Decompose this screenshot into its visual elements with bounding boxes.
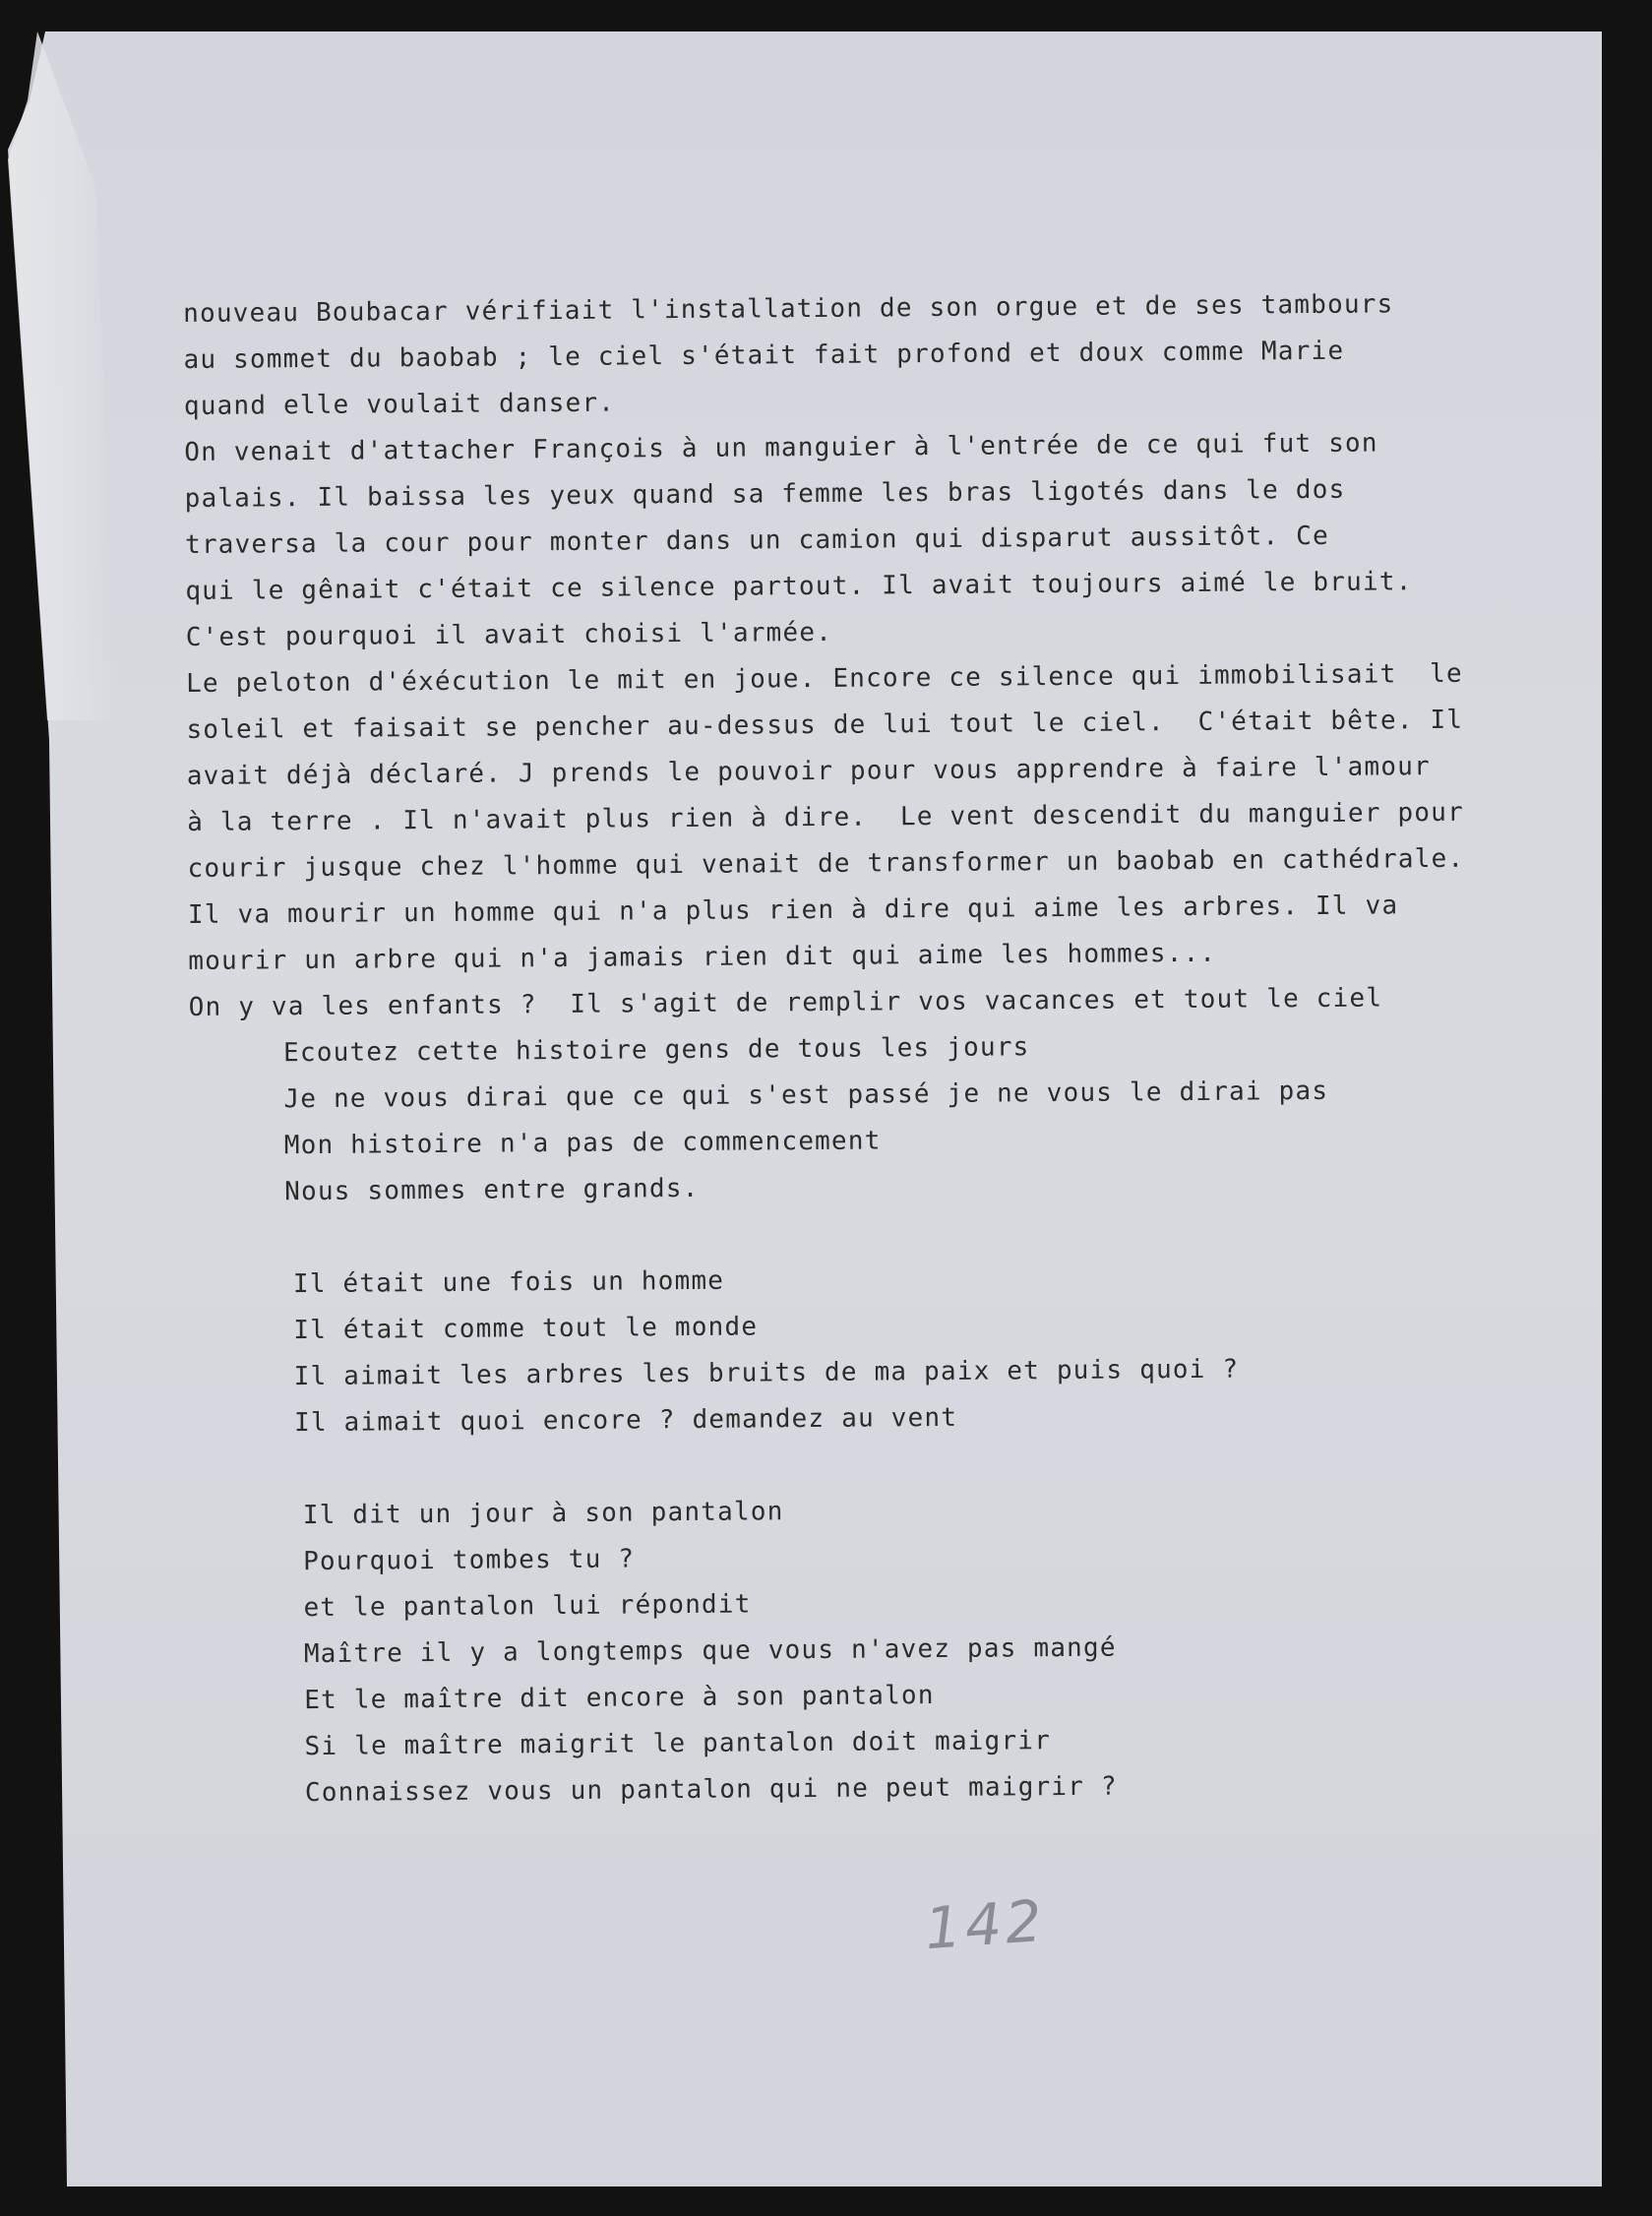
prose-line: avait déjà déclaré. J prends le pouvoir pour vous apprendre à faire l'amour xyxy=(186,752,1431,791)
prose-line: au sommet du baobab ; le ciel s'était fait profond et doux comme Marie xyxy=(183,336,1345,375)
prose-line: mourir un arbre qui n'a jamais rien dit qui aime les hommes... xyxy=(188,938,1217,976)
verse-line: Ecoutez cette histoire gens de tous les jours xyxy=(282,1032,1030,1069)
verse-line: Je ne vous dirai que ce qui s'est passé je ne vous le dirai pas xyxy=(283,1076,1329,1115)
verse-line: Pourquoi tombes tu ? xyxy=(303,1544,636,1577)
prose-line: courir jusque chez l'homme qui venait de transformer un baobab en cathédrale. xyxy=(187,843,1465,884)
stanza-2 xyxy=(293,1252,1560,1447)
prose-line: à la terre . Il n'avait plus rien à dire. Le vent descendit du manguier pour xyxy=(187,797,1465,837)
verse-line: Connaissez vous un pantalon qui ne peut maigrir ? xyxy=(304,1771,1118,1809)
prose-line: On y va les enfants ? Il s'agit de remplir vos vacances et tout le ciel xyxy=(188,983,1383,1022)
prose-line: qui le gênait c'était ce silence partout. Il avait toujours aimé le bruit. xyxy=(185,567,1413,606)
stanza-3 xyxy=(303,1483,1563,1816)
verse-line: Il dit un jour à son pantalon xyxy=(302,1497,784,1531)
verse-line: Il était comme tout le monde xyxy=(293,1312,759,1346)
verse-line: Maître il y a longtemps que vous n'avez pas mangé xyxy=(303,1632,1117,1670)
prose-line: soleil et faisait se pencher au-dessus de lui tout le ciel. C'était bête. Il xyxy=(186,705,1464,745)
prose-line: nouveau Boubacar vérifiait l'installation de son orgue et de ses tambours xyxy=(183,289,1394,329)
verse-line: Il aimait quoi encore ? demandez au vent xyxy=(293,1402,958,1439)
page-number: 142 xyxy=(922,1886,1048,1963)
verse-line: Il aimait les arbres les bruits de ma paix et puis quoi ? xyxy=(293,1354,1240,1392)
prose-line: quand elle voulait danser. xyxy=(183,388,616,421)
prose-line: Le peloton d'éxécution le mit en joue. Encore ce silence qui immobilisait le xyxy=(186,658,1463,699)
prose-line: Il va mourir un homme qui n'a plus rien à dire qui aime les arbres. Il va xyxy=(187,891,1399,930)
verse-line: et le pantalon lui répondit xyxy=(303,1589,752,1624)
prose-line: traversa la cour pour monter dans un camion qui disparut aussitôt. Ce xyxy=(184,521,1329,560)
verse-line: Nous sommes entre grands. xyxy=(284,1173,700,1207)
verse-line: Il était une fois un homme xyxy=(292,1265,725,1300)
typewritten-text xyxy=(183,280,1562,1817)
prose-line: C'est pourquoi il avait choisi l'armée. xyxy=(185,617,833,652)
prose-line: palais. Il baissa les yeux quand sa femme les bras ligotés dans le dos xyxy=(184,474,1346,514)
verse-line: Mon histoire n'a pas de commencement xyxy=(283,1126,882,1161)
stanza-1 xyxy=(283,1020,1558,1215)
verse-line: Et le maître dit encore à son pantalon xyxy=(304,1681,935,1716)
verse-line: Si le maître maigrit le pantalon doit maigrir xyxy=(304,1726,1052,1762)
prose-line: On venait d'attacher François à un manguier à l'entrée de ce qui fut son xyxy=(184,428,1378,467)
